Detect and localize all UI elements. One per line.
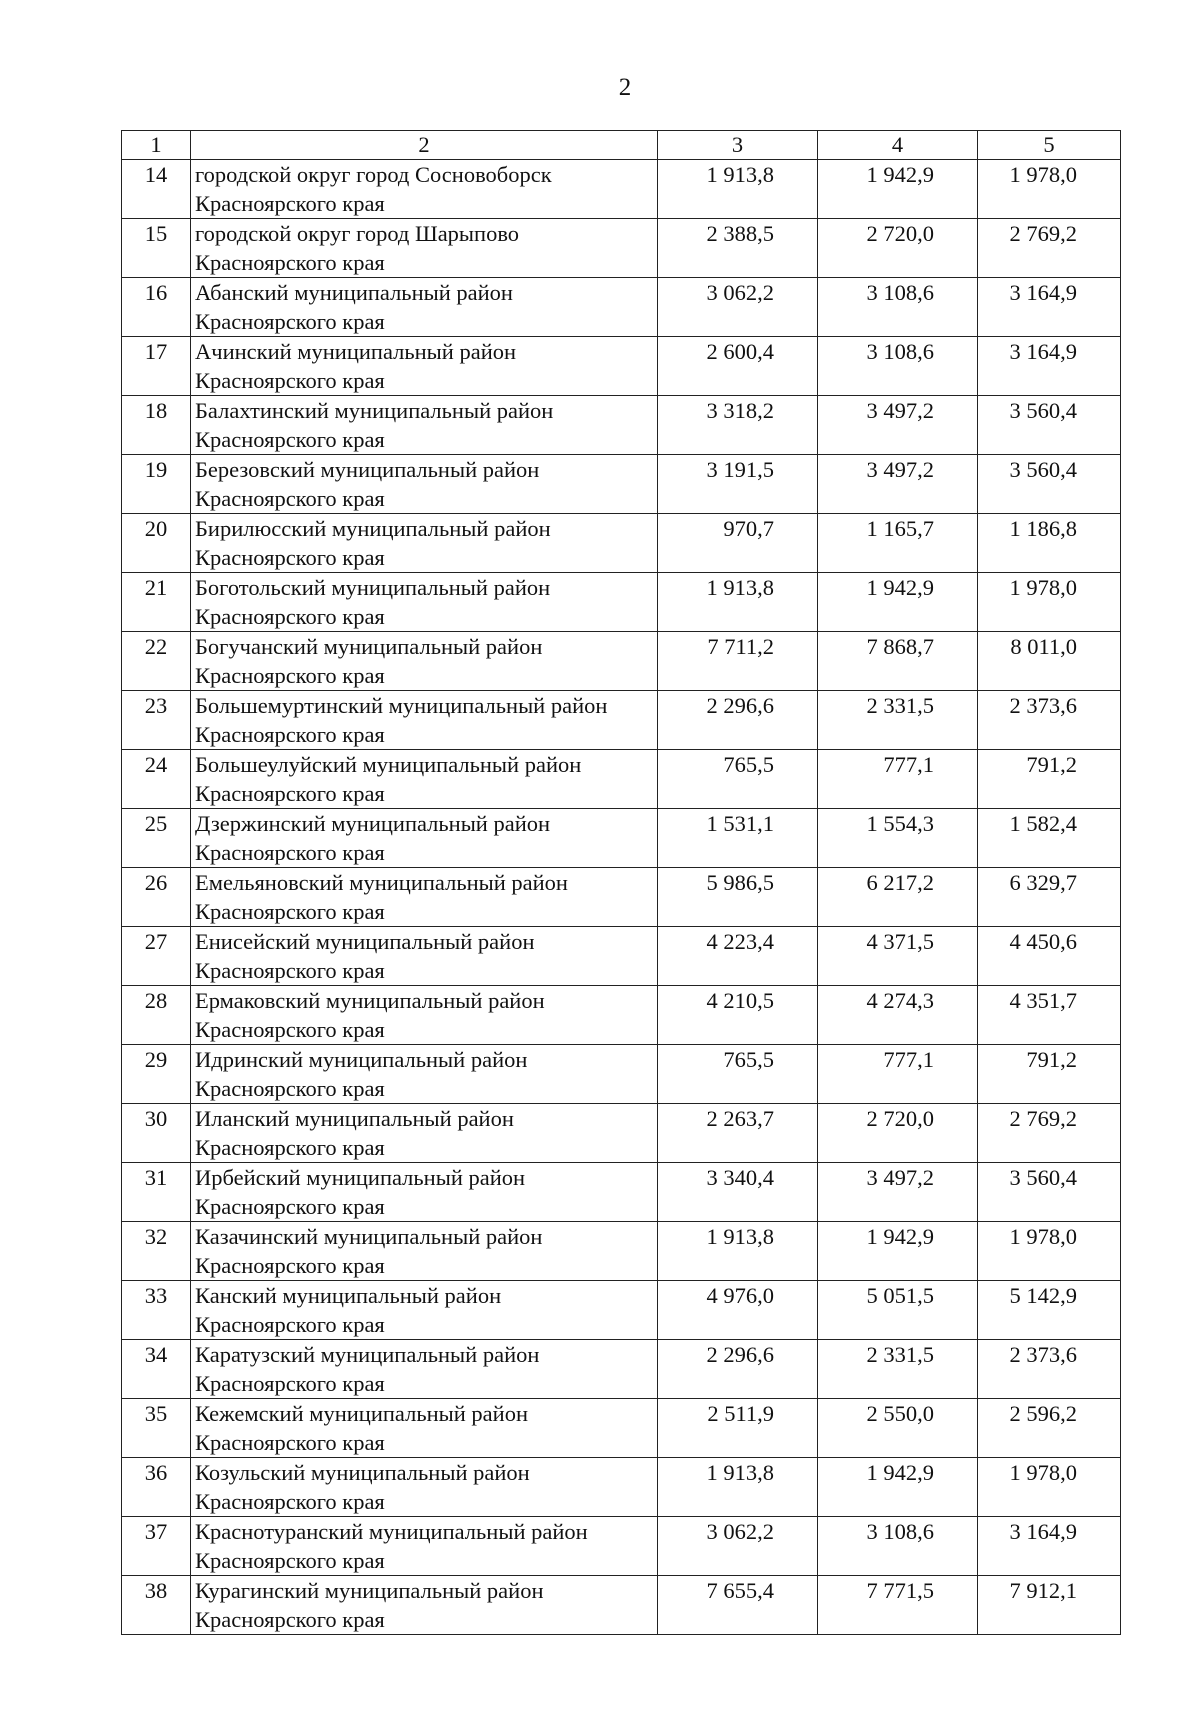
page-number: 2 (618, 74, 632, 101)
municipality-name-line-2: Красноярского края (195, 309, 385, 334)
table-row (122, 455, 1121, 514)
table-row (122, 160, 1121, 219)
value-column-5: 1 978,0 (978, 573, 1121, 632)
municipality-name (191, 1517, 658, 1576)
table-row (122, 691, 1121, 750)
value-column-5: 8 011,0 (978, 632, 1121, 691)
municipality-name-line-2: Красноярского края (195, 663, 385, 688)
value-column-5: 3 164,9 (978, 337, 1121, 396)
value-column-5: 791,2 (978, 750, 1121, 809)
municipality-name (191, 868, 658, 927)
municipality-name (191, 1104, 658, 1163)
municipality-name-line-1: Козульский муниципальный район (195, 1460, 530, 1485)
row-number: 20 (122, 514, 191, 573)
value-column-5: 1 186,8 (978, 514, 1121, 573)
municipality-name-line-2: Красноярского края (195, 1548, 385, 1573)
value-column-5: 3 560,4 (978, 455, 1121, 514)
municipality-name (191, 1281, 658, 1340)
value-column-4: 3 497,2 (818, 396, 978, 455)
value-column-4: 2 331,5 (818, 1340, 978, 1399)
value-column-3: 7 655,4 (658, 1576, 818, 1635)
municipality-name-line-1: Большемуртинский муниципальный район (195, 693, 608, 718)
value-column-3: 4 223,4 (658, 927, 818, 986)
municipality-name-line-2: Красноярского края (195, 1489, 385, 1514)
value-column-3: 3 062,2 (658, 1517, 818, 1576)
value-column-4: 4 371,5 (818, 927, 978, 986)
municipality-name (191, 1163, 658, 1222)
value-column-5: 2 769,2 (978, 1104, 1121, 1163)
value-column-5: 3 164,9 (978, 1517, 1121, 1576)
table-body (122, 131, 1121, 1635)
value-column-4: 2 720,0 (818, 219, 978, 278)
row-number: 31 (122, 1163, 191, 1222)
value-column-5: 1 978,0 (978, 1222, 1121, 1281)
municipality-name-line-1: Дзержинский муниципальный район (195, 811, 551, 836)
municipality-name-line-2: Красноярского края (195, 1312, 385, 1337)
municipality-name-line-2: Красноярского края (195, 250, 385, 275)
value-column-5: 2 769,2 (978, 219, 1121, 278)
row-number: 37 (122, 1517, 191, 1576)
municipality-name (191, 1045, 658, 1104)
table-row (122, 986, 1121, 1045)
municipality-name-line-2: Красноярского края (195, 368, 385, 393)
municipality-name-line-1: Большеулуйский муниципальный район (195, 752, 582, 777)
municipality-name-line-2: Красноярского края (195, 840, 385, 865)
row-number: 36 (122, 1458, 191, 1517)
municipality-name (191, 927, 658, 986)
municipality-name-line-1: городской округ город Шарыпово (195, 221, 520, 246)
row-number: 33 (122, 1281, 191, 1340)
row-number: 18 (122, 396, 191, 455)
row-number: 29 (122, 1045, 191, 1104)
row-number: 14 (122, 160, 191, 219)
municipality-name-line-2: Красноярского края (195, 1253, 385, 1278)
municipality-name-line-1: Балахтинский муниципальный район (195, 398, 554, 423)
table-row (122, 868, 1121, 927)
value-column-4: 3 108,6 (818, 1517, 978, 1576)
value-column-3: 2 296,6 (658, 1340, 818, 1399)
column-number-4: 4 (818, 131, 978, 160)
municipality-name-line-1: Идринский муниципальный район (195, 1047, 528, 1072)
municipality-name-line-2: Красноярского края (195, 1135, 385, 1160)
municipality-name-line-1: Ирбейский муниципальный район (195, 1165, 526, 1190)
municipality-name-line-1: Канский муниципальный район (195, 1283, 502, 1308)
municipality-name-line-2: Красноярского края (195, 545, 385, 570)
municipality-name (191, 1222, 658, 1281)
value-column-4: 2 720,0 (818, 1104, 978, 1163)
municipality-name-line-2: Красноярского края (195, 427, 385, 452)
row-number: 34 (122, 1340, 191, 1399)
value-column-3: 3 318,2 (658, 396, 818, 455)
value-column-5: 2 373,6 (978, 1340, 1121, 1399)
municipality-name (191, 278, 658, 337)
row-number: 22 (122, 632, 191, 691)
row-number: 24 (122, 750, 191, 809)
table-row (122, 396, 1121, 455)
row-number: 23 (122, 691, 191, 750)
value-column-4: 3 108,6 (818, 337, 978, 396)
value-column-4: 3 497,2 (818, 1163, 978, 1222)
column-number-1: 1 (122, 131, 191, 160)
value-column-3: 7 711,2 (658, 632, 818, 691)
row-number: 30 (122, 1104, 191, 1163)
municipality-name-line-2: Красноярского края (195, 604, 385, 629)
table-row (122, 1104, 1121, 1163)
municipality-name-line-2: Красноярского края (195, 486, 385, 511)
value-column-3: 3 191,5 (658, 455, 818, 514)
table-row (122, 219, 1121, 278)
value-column-3: 1 913,8 (658, 573, 818, 632)
municipality-name-line-2: Красноярского края (195, 1076, 385, 1101)
municipality-name (191, 160, 658, 219)
municipality-name (191, 514, 658, 573)
value-column-3: 2 600,4 (658, 337, 818, 396)
column-number-row (122, 131, 1121, 160)
value-column-4: 2 550,0 (818, 1399, 978, 1458)
value-column-5: 3 560,4 (978, 1163, 1121, 1222)
municipality-name-line-1: Казачинский муниципальный район (195, 1224, 543, 1249)
table-row (122, 1576, 1121, 1635)
value-column-4: 5 051,5 (818, 1281, 978, 1340)
row-number: 15 (122, 219, 191, 278)
row-number: 35 (122, 1399, 191, 1458)
municipality-name-line-2: Красноярского края (195, 1607, 385, 1632)
column-number-2: 2 (191, 131, 658, 160)
municipality-name-line-2: Красноярского края (195, 1430, 385, 1455)
municipality-name (191, 750, 658, 809)
table-row (122, 1163, 1121, 1222)
value-column-3: 1 913,8 (658, 1222, 818, 1281)
municipality-name (191, 455, 658, 514)
value-column-3: 765,5 (658, 750, 818, 809)
municipality-name (191, 219, 658, 278)
row-number: 16 (122, 278, 191, 337)
municipality-name (191, 691, 658, 750)
municipality-name-line-1: Богучанский муниципальный район (195, 634, 543, 659)
table-row (122, 514, 1121, 573)
value-column-5: 3 164,9 (978, 278, 1121, 337)
municipality-name (191, 1340, 658, 1399)
municipality-name-line-1: Иланский муниципальный район (195, 1106, 514, 1131)
row-number: 28 (122, 986, 191, 1045)
value-column-5: 5 142,9 (978, 1281, 1121, 1340)
value-column-5: 1 978,0 (978, 1458, 1121, 1517)
row-number: 27 (122, 927, 191, 986)
municipality-name-line-1: Курагинский муниципальный район (195, 1578, 544, 1603)
row-number: 26 (122, 868, 191, 927)
value-column-3: 1 531,1 (658, 809, 818, 868)
table-row (122, 632, 1121, 691)
table-row (122, 573, 1121, 632)
municipality-name (191, 1576, 658, 1635)
table-row (122, 1399, 1121, 1458)
municipality-name-line-1: Краснотуранский муниципальный район (195, 1519, 588, 1544)
value-column-3: 1 913,8 (658, 160, 818, 219)
table-row (122, 337, 1121, 396)
value-column-4: 1 165,7 (818, 514, 978, 573)
municipality-name (191, 396, 658, 455)
municipality-name-line-2: Красноярского края (195, 722, 385, 747)
value-column-5: 2 596,2 (978, 1399, 1121, 1458)
value-column-3: 2 511,9 (658, 1399, 818, 1458)
municipality-name-line-2: Красноярского края (195, 958, 385, 983)
municipality-name (191, 337, 658, 396)
value-column-5: 4 450,6 (978, 927, 1121, 986)
municipality-name-line-1: Емельяновский муниципальный район (195, 870, 568, 895)
municipality-name-line-2: Красноярского края (195, 899, 385, 924)
row-number: 32 (122, 1222, 191, 1281)
value-column-4: 7 771,5 (818, 1576, 978, 1635)
municipality-name (191, 809, 658, 868)
row-number: 17 (122, 337, 191, 396)
municipality-name-line-2: Красноярского края (195, 191, 385, 216)
municipality-name-line-1: Бирилюсский муниципальный район (195, 516, 551, 541)
value-column-4: 1 942,9 (818, 1458, 978, 1517)
municipality-name-line-1: Енисейский муниципальный район (195, 929, 535, 954)
value-column-4: 1 942,9 (818, 1222, 978, 1281)
value-column-5: 1 582,4 (978, 809, 1121, 868)
table-row (122, 1458, 1121, 1517)
value-column-4: 1 942,9 (818, 573, 978, 632)
value-column-5: 6 329,7 (978, 868, 1121, 927)
value-column-3: 2 263,7 (658, 1104, 818, 1163)
row-number: 19 (122, 455, 191, 514)
value-column-4: 1 554,3 (818, 809, 978, 868)
municipality-name (191, 573, 658, 632)
value-column-3: 4 210,5 (658, 986, 818, 1045)
row-number: 21 (122, 573, 191, 632)
value-column-5: 1 978,0 (978, 160, 1121, 219)
value-column-3: 2 388,5 (658, 219, 818, 278)
municipality-name-line-2: Красноярского края (195, 1017, 385, 1042)
table-row (122, 1222, 1121, 1281)
value-column-3: 5 986,5 (658, 868, 818, 927)
municipality-name-line-1: городской округ город Сосновоборск (195, 162, 552, 187)
municipality-name-line-2: Красноярского края (195, 1371, 385, 1396)
value-column-5: 791,2 (978, 1045, 1121, 1104)
municipality-name-line-2: Красноярского края (195, 781, 385, 806)
municipality-name-line-1: Березовский муниципальный район (195, 457, 540, 482)
value-column-5: 3 560,4 (978, 396, 1121, 455)
column-number-5: 5 (978, 131, 1121, 160)
value-column-3: 3 340,4 (658, 1163, 818, 1222)
municipality-name (191, 1458, 658, 1517)
municipality-name (191, 986, 658, 1045)
value-column-5: 4 351,7 (978, 986, 1121, 1045)
municipality-name-line-1: Каратузский муниципальный район (195, 1342, 540, 1367)
value-column-3: 4 976,0 (658, 1281, 818, 1340)
value-column-4: 3 108,6 (818, 278, 978, 337)
municipality-name-line-1: Абанский муниципальный район (195, 280, 513, 305)
table-row (122, 809, 1121, 868)
table-row (122, 750, 1121, 809)
table-row (122, 1517, 1121, 1576)
value-column-3: 1 913,8 (658, 1458, 818, 1517)
municipality-name-line-1: Ермаковский муниципальный район (195, 988, 545, 1013)
value-column-4: 2 331,5 (818, 691, 978, 750)
row-number: 38 (122, 1576, 191, 1635)
municipality-name-line-1: Ачинский муниципальный район (195, 339, 517, 364)
value-column-3: 3 062,2 (658, 278, 818, 337)
value-column-3: 765,5 (658, 1045, 818, 1104)
municipality-name-line-2: Красноярского края (195, 1194, 385, 1219)
value-column-4: 6 217,2 (818, 868, 978, 927)
value-column-5: 7 912,1 (978, 1576, 1121, 1635)
table-row (122, 278, 1121, 337)
table-row (122, 1281, 1121, 1340)
municipality-name-line-1: Кежемский муниципальный район (195, 1401, 528, 1426)
value-column-4: 3 497,2 (818, 455, 978, 514)
municipality-name (191, 1399, 658, 1458)
value-column-4: 777,1 (818, 1045, 978, 1104)
municipality-name-line-1: Боготольский муниципальный район (195, 575, 551, 600)
value-column-5: 2 373,6 (978, 691, 1121, 750)
table-row (122, 1045, 1121, 1104)
value-column-4: 7 868,7 (818, 632, 978, 691)
table-row (122, 1340, 1121, 1399)
table-row (122, 927, 1121, 986)
column-number-3: 3 (658, 131, 818, 160)
value-column-4: 777,1 (818, 750, 978, 809)
value-column-4: 4 274,3 (818, 986, 978, 1045)
budget-table (121, 130, 1121, 1635)
municipality-name (191, 632, 658, 691)
row-number: 25 (122, 809, 191, 868)
value-column-3: 2 296,6 (658, 691, 818, 750)
value-column-3: 970,7 (658, 514, 818, 573)
value-column-4: 1 942,9 (818, 160, 978, 219)
